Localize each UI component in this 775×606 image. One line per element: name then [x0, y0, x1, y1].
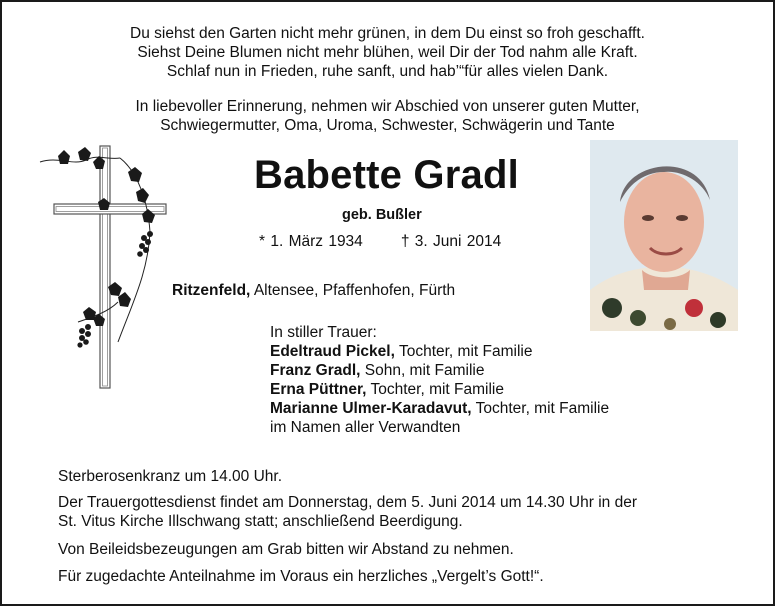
cross-with-vine-icon	[38, 142, 173, 392]
mourners-block	[270, 323, 609, 437]
mourners-heading: In stiller Trauer:	[270, 324, 377, 341]
mourner-relation: Tochter, mit Familie	[366, 381, 505, 398]
mourner-row	[270, 342, 609, 361]
mourner-relation: Tochter, mit Familie	[471, 400, 610, 417]
portrait-photo	[590, 140, 738, 331]
poem-line: Siehst Deine Blumen nicht mehr blühen, weil Dir der Tod nahm alle Kraft.	[137, 44, 638, 61]
mourner-name: Edeltraud Pickel,	[270, 343, 395, 360]
condolences-note: Von Beileidsbezeugungen am Grab bitten wir Abstand zu nehmen.	[58, 541, 514, 558]
intro-line: Schwiegermutter, Oma, Uroma, Schwester, Schwägerin und Tante	[160, 117, 615, 134]
poem	[2, 24, 773, 81]
rosary-info: Sterberosenkranz um 14.00 Uhr.	[58, 468, 283, 485]
intro-text	[2, 97, 773, 135]
mourners-closing: im Namen aller Verwandten	[270, 419, 461, 436]
mourner-row	[270, 361, 609, 380]
mourner-name: Franz Gradl,	[270, 362, 361, 379]
mourner-name: Erna Püttner,	[270, 381, 367, 398]
deceased-name: Babette Gradl	[254, 153, 519, 197]
birth-name: geb. Bußler	[342, 207, 422, 223]
places	[172, 281, 455, 300]
thanks-note: Für zugedachte Anteilnahme im Voraus ein herzliches „Vergelt’s Gott!“.	[58, 568, 544, 585]
place-primary: Ritzenfeld,	[172, 282, 251, 299]
mourner-row	[270, 399, 609, 418]
mourner-relation: Tochter, mit Familie	[394, 343, 533, 360]
mourner-row	[270, 380, 609, 399]
birth-date: * 1. März 1934	[259, 233, 363, 250]
place-others: Altensee, Pfaffenhofen, Fürth	[250, 282, 456, 299]
service-line: St. Vitus Kirche Illschwang statt; anschließend Beerdigung.	[58, 513, 463, 530]
poem-line: Du siehst den Garten nicht mehr grünen, in dem Du einst so froh geschafft.	[130, 25, 645, 42]
death-date: † 3. Juni 2014	[400, 233, 502, 250]
service-info	[58, 493, 738, 531]
poem-line: Schlaf nun in Frieden, ruhe sanft, und hab’“für alles vielen Dank.	[166, 63, 609, 80]
mourner-name: Marianne Ulmer-Karadavut,	[270, 400, 472, 417]
intro-line: In liebevoller Erinnerung, nehmen wir Abschied von unserer guten Mutter,	[135, 98, 640, 115]
mourner-relation: Sohn, mit Familie	[360, 362, 485, 379]
service-line: Der Trauergottesdienst findet am Donnerstag, dem 5. Juni 2014 um 14.30 Uhr in der	[58, 494, 637, 511]
life-dates	[259, 232, 501, 251]
